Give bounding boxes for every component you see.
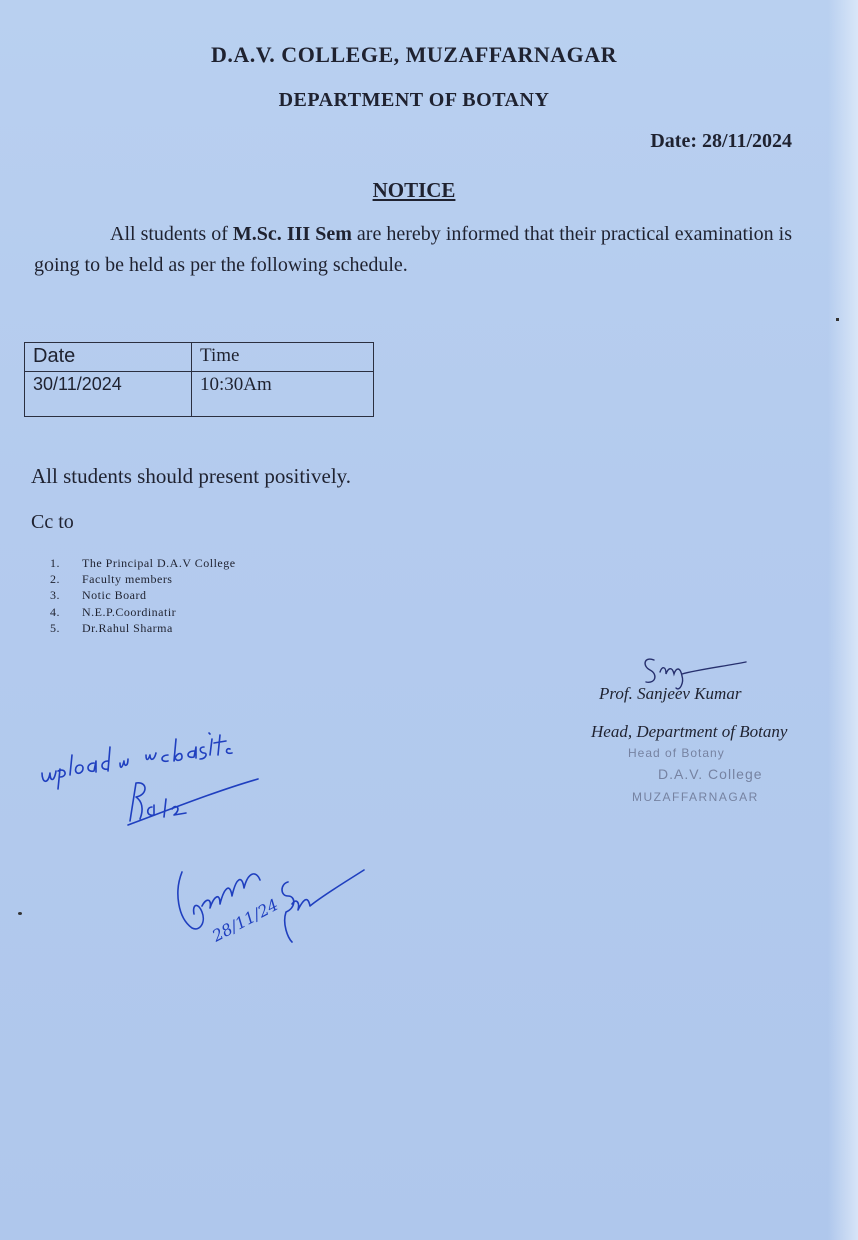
handwritten-upload-note: [36, 725, 276, 835]
handwritten-date-text: 28/11/24: [208, 895, 282, 946]
list-item: 3. Notic Board: [50, 588, 147, 603]
list-item: 5. Dr.Rahul Sharma: [50, 620, 173, 635]
handwritten-date-signature: [172, 852, 372, 952]
department-name: DEPARTMENT OF BOTANY: [278, 89, 550, 111]
svg-text:D.A.V. College: D.A.V. College: [658, 766, 763, 782]
list-item: 2. Faculty members: [50, 572, 173, 587]
date-value: 28/11/2024: [701, 130, 792, 152]
notice-paragraph: [34, 219, 792, 281]
para-course: M.Sc. III Sem: [232, 223, 352, 245]
cc-list: [50, 555, 236, 636]
schedule-date-cell: 30/11/2024: [25, 372, 192, 417]
date-label: Date:: [650, 130, 697, 152]
stray-mark: [836, 318, 839, 321]
cc-label: Cc to: [31, 511, 74, 533]
svg-text:Head of Botany: Head of Botany: [628, 746, 725, 760]
closing-line: All students should present positively.: [31, 464, 352, 488]
stray-mark: [18, 912, 22, 915]
list-item: 1. The Principal D.A.V College: [50, 556, 236, 570]
para-start: All students of: [110, 223, 228, 245]
svg-text:MUZAFFARNAGAR: MUZAFFARNAGAR: [632, 790, 759, 804]
schedule-header-time: Time: [192, 343, 374, 372]
department-stamp-image: [618, 745, 798, 811]
department-stamp: [618, 745, 798, 811]
para-end: are hereby informed that their practical examination is going to be held as per the following schedule.: [34, 223, 793, 276]
schedule-time-cell: 10:30Am: [192, 372, 374, 417]
notice-date: [650, 130, 792, 153]
paper-edge: [828, 0, 858, 1240]
signatory-name: Prof. Sanjeev Kumar: [599, 684, 742, 703]
schedule-header-date: Date: [25, 343, 192, 372]
college-name: D.A.V. COLLEGE, MUZAFFARNAGAR: [210, 42, 618, 67]
notice-title: NOTICE: [372, 178, 456, 202]
schedule-header-row: [25, 343, 374, 372]
table-row: [25, 372, 374, 417]
signatory-title: Head, Department of Botany: [591, 722, 788, 741]
list-item: 4. N.E.P.Coordinatir: [50, 604, 177, 619]
schedule-table: [24, 342, 374, 417]
